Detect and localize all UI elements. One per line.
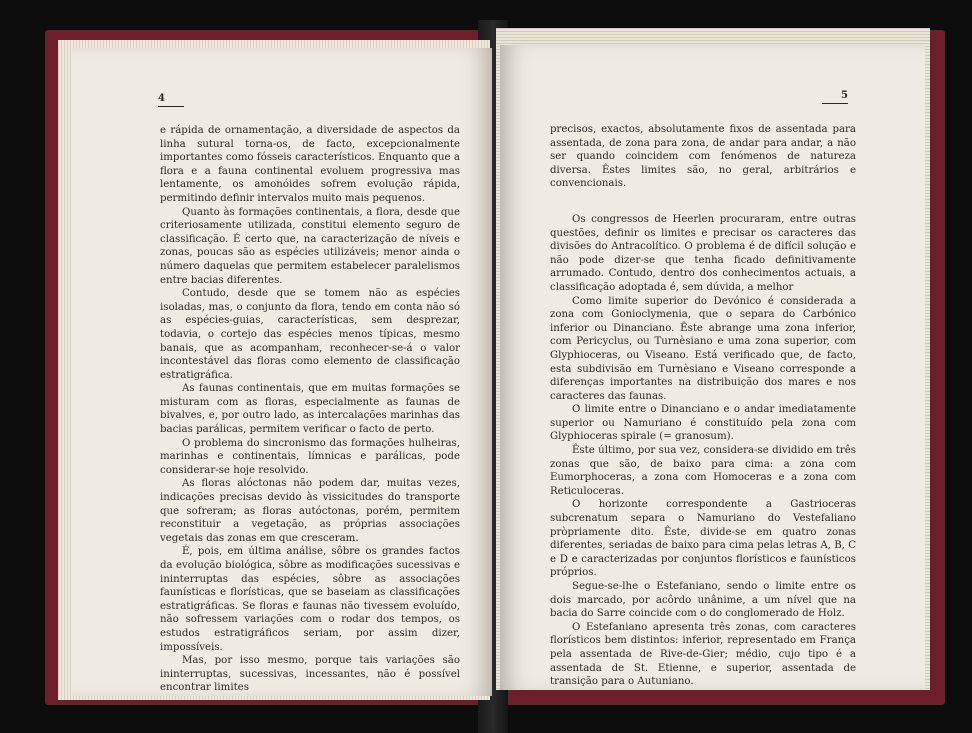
paragraph: e rápida de ornamentação, a diversidade de aspectos da linha sutural torna-os, de facto, excepcionalmente importantes como fósseis característicos. Enquanto que a flora e a fauna continental evoluem progressiva mas lentamente, os amonóides sofrem evolução rápida, permitindo definir intervalos muito mais pequenos. — [160, 125, 460, 204]
right-page-number: 5 — [822, 90, 848, 104]
paragraph: precisos, exactos, absolutamente fixos de assentada para assentada, de zona para zona, de andar para andar, a não ser quando coincidem com fenómenos de natureza diversa. Êstes limites são, no geral, arbitrários e convencionais. — [550, 124, 856, 190]
left-page-text — [160, 124, 460, 695]
right-page — [500, 45, 925, 690]
paragraph: Segue-se-lhe o Estefaniano, sendo o limite entre os dois marcado, por acôrdo unânime, a um nível que na bacia do Sarre coincide com o do conglomerado de Holz. — [550, 581, 856, 620]
paragraph: Como limite superior do Devónico é considerada a zona com Gonioclymenia, que o separa do Carbónico inferior ou Dinanciano. Êste abrange uma zona inferior, com Pericyclus, ou Turnèsiano e uma zona superior, com Glyphioceras, ou Viseano. Está verificado que, de facto, esta subdivisão em Turnèsiano e Viseano corresponde a diferenças importantes na distribuição dos mares e nos caracteres das faunas. — [550, 295, 856, 402]
paragraph: Quanto às formações continentais, a flora, desde que criteriosamente utilizada, constitui elemento seguro de classificação. É certo que, na caracterização de níveis e zonas, poucas são as espécies utilizáveis; menor ainda o número daquelas que permitem estabelecer paralelismos entre bacias diferentes. — [160, 206, 460, 286]
paragraph: O limite entre o Dinanciano e o andar imediatamente superior ou Namuriano é constituído pela zona com Glyphioceras spirale (= granosum). — [550, 404, 856, 443]
paragraph: É, pois, em última análise, sôbre os grandes factos da evolução biológica, sôbre as modificações sucessivas e ininterruptas das espécies, sôbre as associações faunísticas e florísticas, que se baseiam as classificações estratigráficas. Se floras e faunas não tivessem evoluído, não sofressem variações com o rodar dos tempos, os estudos estratigráficos seriam, por assim dizer, impossíveis. — [160, 546, 460, 653]
paragraph: Mas, por isso mesmo, porque tais variações são ininterruptas, sucessivas, incessantes, não é possível encontrar limites — [160, 655, 460, 694]
left-page — [72, 48, 492, 696]
paragraph: Os congressos de Heerlen procuraram, entre outras questões, definir os limites e precisar os caracteres das divisões do Antracolítico. O problema é de difícil solução e não pode dizer-se que tenha ficado definitivamente arrumado. Contudo, dentro dos conhecimentos actuais, a classificação adoptada é, sem dúvida, a melhor — [550, 213, 856, 293]
paragraph: O Estefaniano apresenta três zonas, com caracteres florísticos bem distintos: inferior, representado em França pela assentada de Rive-de-Gier; médio, cujo tipo é a assentada de St. Etienne, e superior, assentada de transição para o Autuniano. — [550, 621, 856, 688]
right-page-text — [550, 123, 856, 689]
paragraph: As floras alóctonas não podem dar, muitas vezes, indicações precisas devido às vissicitudes do transporte que sofreram; as floras autóctonas, porém, permitem reconstituir a vegetação, as próprias associações vegetais das zonas em que cresceram. — [160, 478, 460, 544]
paragraph: Contudo, desde que se tomem não as espécies isoladas, mas, o conjunto da flora, tendo em conta não só as espécies-guias, características, sem desprezar, todavia, o cortejo das espécies menos típicas, mesmo banais, que as acompanham, reconhecer-se-á o valor incontestável das floras como elemento de classificação estratigráfica. — [160, 288, 460, 381]
left-page-number: 4 — [158, 93, 184, 107]
paragraph: Êste último, por sua vez, considera-se dividido em três zonas que são, de baixo para cima: a zona com Eumorphoceras, a zona com Homoceras e a zona com Reticuloceras. — [550, 445, 856, 497]
paragraph: O horizonte correspondente a Gastrioceras subcrenatum separa o Namuriano do Vestefaliano pròpriamente dito. Êste, divide-se em quatro zonas diferentes, seriadas de baixo para cima pelas letras A, B, C e D e caracterizadas por conjuntos florísticos e faunísticos próprios. — [550, 499, 856, 579]
paragraph: As faunas continentais, que em muitas formações se misturam com as floras, especialmente as faunas de bivalves, e, por outro lado, as intercalações marinhas das bacias parálicas, permitem verificar o facto de perto. — [160, 383, 460, 436]
paragraph: O problema do sincronismo das formações hulheiras, marinhas e continentais, límnicas e parálicas, pode considerar-se hoje resolvido. — [160, 437, 460, 476]
